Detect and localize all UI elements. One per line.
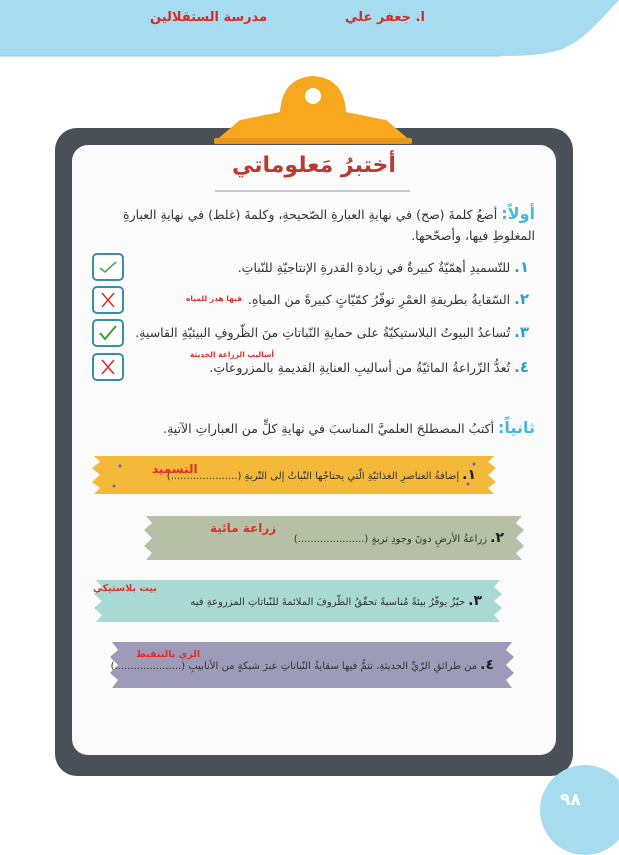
answer-blank[interactable]: (.....................) [293,534,369,545]
answer-box-3[interactable] [92,319,124,347]
item-number: ٢. [514,290,529,308]
page-number: ٩٨ [560,790,581,810]
teacher-name: ا. جعفر علي [345,10,425,25]
item-text: من طرائقِ الرّيِّ الحديثةِ، تتمُّ فيها سقايةُ النّباتاتِ عبرَ شبكةٍ من الأنابيبِ [188,661,478,672]
item-number: ١. [514,258,529,276]
answer-1: التسميد [152,462,198,476]
item-number: ٢. [490,530,504,546]
answer-3: بيت بلاستيكي [93,583,157,594]
section1-instruction [91,203,535,246]
answer-box-1[interactable] [92,253,124,281]
item-text: حيّزٌ يوفّرُ بيئةً مُناسبةً تحقّقُ الظّروفَ الملائمةَ للنّباتاتِ المزروعةِ فيه [190,597,466,608]
section1-instruction-text: أضعُ كلمةَ (صح) في نهايةِ العبارةِ الصّحيحةِ، وكلمةَ (غلط) في نهايةِ العبارةِ المغلوطِ فيها، وأصحّحها. [123,207,535,243]
check-icon [94,255,122,279]
tape-item-2 [142,516,526,560]
correction-note-2: فيها هدر للمياه [186,294,243,303]
section2-instruction [163,418,535,437]
tape-3-text [190,593,482,609]
section1-label: أولاً: [501,204,535,223]
school-name: مدرسة الستقلالين [150,10,268,25]
item-text: تُساعدُ البيوتُ البلاستيكيّةُ على حمايةِ النّباتاتِ منَ الظّروفِ البيئيّةِ القاسيةِ. [135,325,511,340]
header-band [0,0,619,62]
check-icon [94,321,122,345]
answer-box-4[interactable] [92,353,124,381]
title-underline [215,190,410,192]
item-text: زراعةُ الأرضِ دونَ وجودِ تربةٍ [371,534,488,545]
answer-blank[interactable]: (.....................) [110,661,186,672]
section1-item-2 [248,290,529,308]
item-text: إضافةُ العناصرِ الغذائيّةِ الّتي يحتاجُها النّباتُ إلى التّربةِ [244,471,460,482]
cross-icon [94,355,122,379]
item-text: للتّسميدِ أهمّيّةٌ كبيرةٌ في زيادةِ القدرةِ الإنتاجيّةِ للنّباتِ. [237,260,511,275]
section1-item-4 [209,358,529,376]
item-number: ٣. [468,593,482,609]
answer-2: زراعة مائية [210,521,277,535]
item-number: ٤. [514,358,529,376]
item-number: ٤. [480,657,494,673]
section1-item-1 [238,258,529,276]
page-title: أختبرُ مَعلوماتي [232,153,396,178]
answer-box-2[interactable] [92,286,124,314]
section2-label: ثانياً: [498,418,535,437]
cross-icon [94,288,122,312]
item-text: تُعدُّ الزّراعةُ المائيّةُ من أساليبِ العنايةِ القديمةِ بالمزروعاتِ. [209,360,511,375]
correction-note-4: أساليب الزراعة الحديثة [190,350,274,359]
item-text: السّقايةُ بطريقةِ الغمْرِ توفّرُ كمّيّاتٍ كبيرةً من المياهِ. [247,292,511,307]
item-number: ٣. [514,323,529,341]
page-number-circle [540,765,619,855]
tape-1-text [167,467,476,483]
section2-instruction-text: أكتبُ المصطلحَ العلميَّ المناسبَ في نهايةِ كلٍّ من العباراتِ الآتيةِ. [163,421,495,436]
answer-blank[interactable]: (.....................) [166,471,242,482]
tape-2-text [294,530,504,546]
answer-4: الري بالتنقيط [136,649,201,660]
item-number: ١. [462,467,476,483]
section1-item-3 [135,323,529,341]
